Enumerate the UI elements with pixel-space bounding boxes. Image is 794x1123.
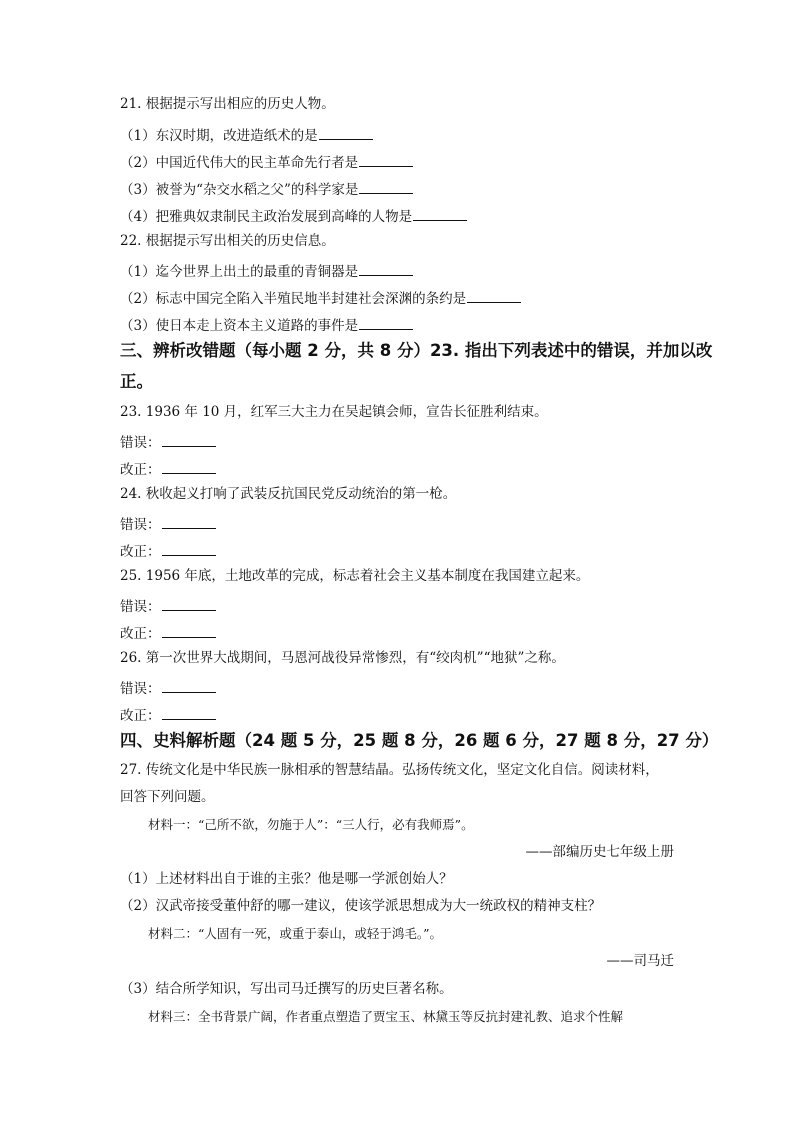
answer-blank[interactable] — [359, 153, 413, 167]
section3-heading-cont: 正。 — [120, 372, 153, 391]
q22-title: 22. 根据提示写出相关的历史信息。 — [120, 233, 335, 249]
q27-sub-2: （2）汉武帝接受董仲舒的哪一建议，使该学派思想成为大一统政权的精神支柱？ — [120, 898, 602, 914]
q26-error: 错误： — [120, 679, 216, 697]
q23-error: 错误： — [120, 433, 216, 451]
q21-item-2: （2）中国近代伟大的民主革命先行者是 — [120, 153, 413, 171]
answer-blank[interactable] — [162, 597, 216, 611]
q24-fix: 改正： — [120, 542, 216, 560]
q23-text: 23. 1936 年 10 月，红军三大主力在吴起镇会师，宣告长征胜利结束。 — [120, 404, 548, 420]
material-3: 材料三：全书背景广阔，作者重点塑造了贾宝玉、林黛玉等反抗封建礼教、追求个性解 — [148, 1009, 624, 1024]
q25-text: 25. 1956 年底，土地改革的完成，标志着社会主义基本制度在我国建立起来。 — [120, 568, 590, 584]
answer-blank[interactable] — [359, 180, 413, 194]
q21-item-1: （1）东汉时期，改进造纸术的是 — [120, 126, 373, 144]
q26-text: 26. 第一次世界大战期间，马恩河战役异常惨烈，有“绞肉机”“地狱”之称。 — [120, 650, 565, 666]
answer-blank[interactable] — [162, 542, 216, 556]
answer-blank[interactable] — [359, 316, 413, 330]
material-1-source: ——部编历史七年级上册 — [525, 844, 674, 860]
q24-text: 24. 秋收起义打响了武装反抗国民党反动统治的第一枪。 — [120, 486, 457, 502]
q22-item-2: （2）标志中国完全陷入半殖民地半封建社会深渊的条约是 — [120, 289, 521, 307]
q27-sub-1: （1）上述材料出自于谁的主张？他是哪一学派创始人？ — [120, 871, 453, 887]
q27-stem-2: 回答下列问题。 — [120, 789, 215, 805]
answer-blank[interactable] — [162, 433, 216, 447]
q27-stem-1: 27. 传统文化是中华民族一脉相承的智慧结晶。弘扬传统文化，坚定文化自信。阅读材料， — [120, 762, 659, 778]
material-2-source: ——司马迁 — [606, 953, 674, 969]
answer-blank[interactable] — [162, 460, 216, 474]
section4-heading: 四、史料解析题（24 题 5 分，25 题 8 分，26 题 6 分，27 题 8 分，27 分） — [120, 731, 719, 750]
q24-error: 错误： — [120, 515, 216, 533]
q25-fix: 改正： — [120, 624, 216, 642]
material-2: 材料二：“人固有一死，或重于泰山，或轻于鸿毛。”。 — [148, 926, 443, 941]
section3-heading: 三、辨析改错题（每小题 2 分，共 8 分）23. 指出下列表述中的错误，并加以改 — [120, 341, 713, 360]
q21-item-3: （3）被誉为“杂交水稻之父”的科学家是 — [120, 180, 413, 198]
q21-title: 21. 根据提示写出相应的历史人物。 — [120, 96, 335, 112]
q26-fix: 改正： — [120, 706, 216, 724]
q22-item-1: （1）迄今世界上出土的最重的青铜器是 — [120, 262, 413, 280]
answer-blank[interactable] — [162, 515, 216, 529]
answer-blank[interactable] — [162, 679, 216, 693]
answer-blank[interactable] — [162, 706, 216, 720]
q22-item-3: （3）使日本走上资本主义道路的事件是 — [120, 316, 413, 334]
answer-blank[interactable] — [467, 289, 521, 303]
answer-blank[interactable] — [359, 262, 413, 276]
answer-blank[interactable] — [413, 207, 467, 221]
q25-error: 错误： — [120, 597, 216, 615]
material-1: 材料一：“己所不欲，勿施于人”：“三人行，必有我师焉”。 — [148, 817, 474, 832]
q27-sub-3: （3）结合所学知识，写出司马迁撰写的历史巨著名称。 — [120, 981, 453, 997]
q23-fix: 改正： — [120, 460, 216, 478]
answer-blank[interactable] — [319, 126, 373, 140]
answer-blank[interactable] — [162, 624, 216, 638]
q21-item-4: （4）把雅典奴隶制民主政治发展到高峰的人物是 — [120, 207, 467, 225]
